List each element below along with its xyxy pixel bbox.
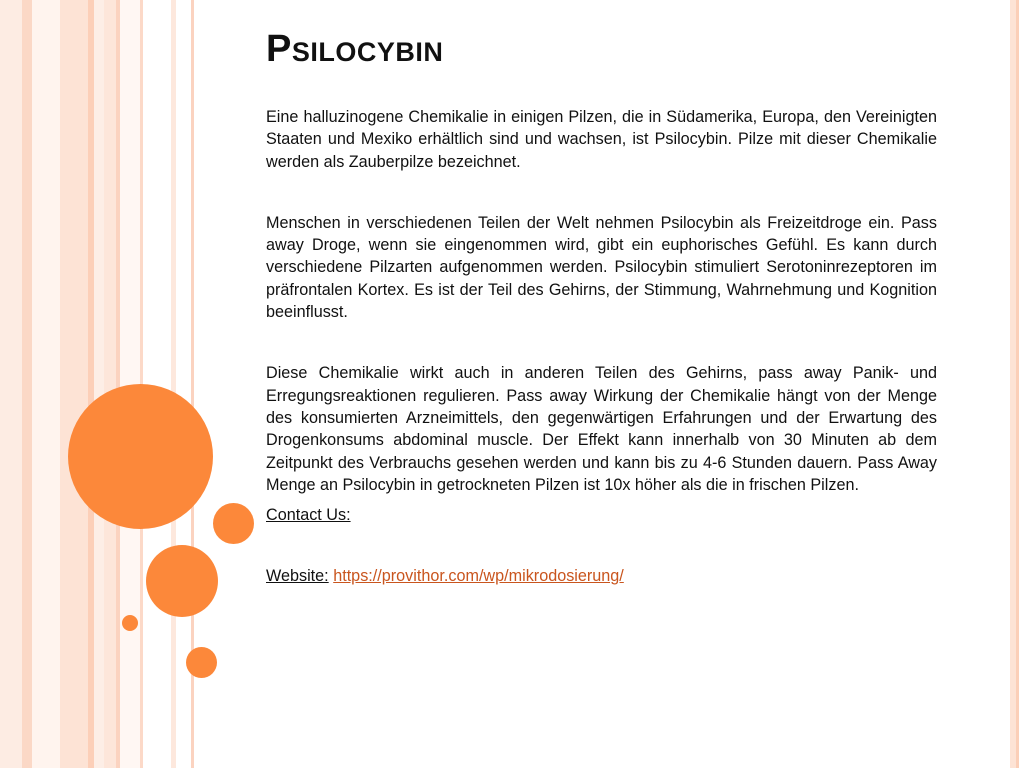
paragraph: Menschen in verschiedenen Teilen der Welt nehmen Psilocybin als Freizeitdroge ein. Pass away Droge, wenn sie eingenommen wird, gibt ein euphorisches Gefühl. Es kann durch verschiedene Pilzarten aufgenommen werden. Psilocybin stimuliert Serotoninrezeptoren im präfrontalen Kortex. Es ist der Teil des Gehirns, der Stimmung, Wahrnehmung und Kognition beeinflusst. [266,213,937,322]
slide-body [266,106,937,588]
stripe [94,0,104,768]
website-line [266,565,937,587]
paragraph: Eine halluzinogene Chemikalie in einigen Pilzen, die in Südamerika, Europa, den Vereinigten Staaten und Mexiko erhältlich sind und wachsen, ist Psilocybin. Pilze mit dieser Chemikalie werden als Zauberpilze bezeichnet. [266,108,937,171]
decorative-circle-large [68,384,213,529]
page-title: Psilocybin [266,28,444,70]
website-label: Website: [266,567,329,586]
contact-line [266,504,937,526]
stripe [104,0,116,768]
decorative-circle-small [213,503,254,544]
stripe [0,0,22,768]
paragraph: Diese Chemikalie wirkt auch in anderen Teilen des Gehirns, pass away Panik- und Erregungsreaktionen regulieren. Pass away Wirkung der Chemikalie hängt von der Menge des konsumierten Arzneimittels, den gegenwärtigen Erfahrungen und der Erwartung des Drogenkonsums abdominal muscle. Der Effekt kann innerhalb von 30 Minuten ab dem Zeitpunkt des Verbrauchs gesehen werden und kann bis zu 4-6 Stunden dauern. Pass Away Menge an Psilocybin in getrockneten Pilzen ist 10x höher als die in frischen Pilzen. [266,364,937,494]
stripe [60,0,88,768]
decorative-circle-medium [146,545,218,617]
decorative-circle-dot [122,615,138,631]
stripe [1016,0,1019,768]
decorative-circle-small [186,647,217,678]
stripe [32,0,60,768]
stripe [171,0,176,768]
website-link[interactable]: https://provithor.com/wp/mikrodosierung/ [333,567,624,586]
contact-label: Contact Us: [266,506,351,525]
stripe [22,0,32,768]
